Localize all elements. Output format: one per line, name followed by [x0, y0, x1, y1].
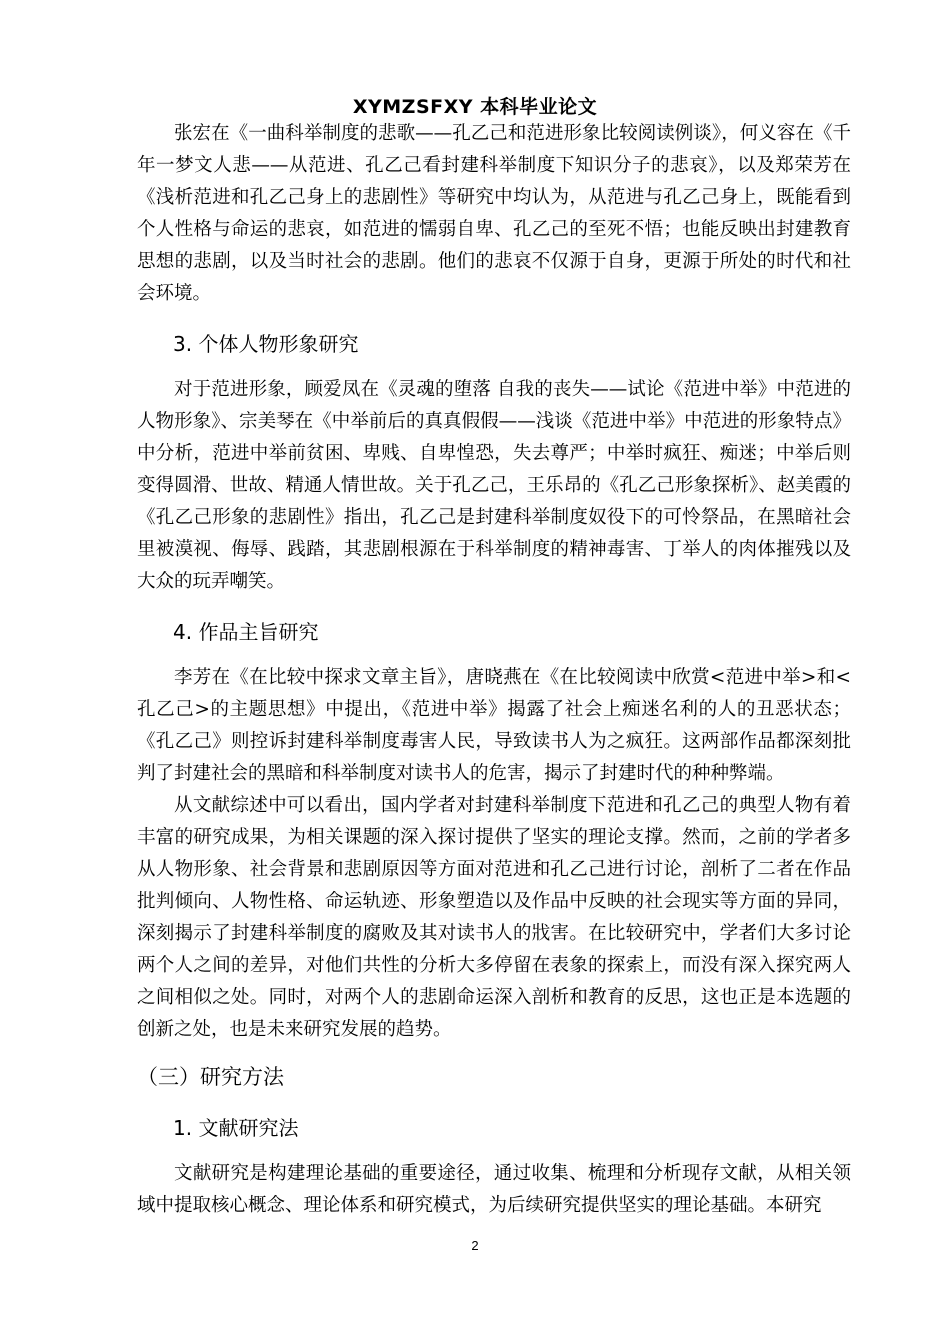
document-body — [137, 118, 851, 1222]
heading-4-theme-study: 4. 作品主旨研究 — [173, 620, 319, 644]
heading-1-literature-method: 1. 文献研究法 — [173, 1116, 299, 1140]
heading-research-methods: （三）研究方法 — [137, 1065, 284, 1089]
paragraph-2: 对于范进形象，顾爱凤在《灵魂的堕落 自我的丧失——试论《范进中举》中范进的人物形象》、宗美琴在《中举前后的真真假假——浅谈《范进中举》中范进的形象特点》中分析，范进中举前贫困、卑贱、自卑惶恐，失去尊严；中举时疯狂、痴迷；中举后则变得圆滑、世故、精通人情世故。关于孔乙己，王乐昂的《孔乙己形象探析》、赵美霞的《孔乙己形象的悲剧性》指出，孔乙己是封建科举制度奴役下的可怜祭品，在黑暗社会里被漠视、侮辱、践踏，其悲剧根源在于科举制度的精神毒害、丁举人的肉体摧残以及大众的玩弄嘲笑。 — [137, 379, 851, 592]
paragraph-5: 文献研究是构建理论基础的重要途径，通过收集、梳理和分析现存文献，从相关领域中提取核心概念、理论体系和研究模式，为后续研究提供坚实的理论基础。本研究 — [137, 1163, 851, 1216]
paragraph-4: 从文献综述中可以看出，国内学者对封建科举制度下范进和孔乙己的典型人物有着丰富的研究成果，为相关课题的深入探讨提供了坚实的理论支撑。然而，之前的学者多从人物形象、社会背景和悲剧原因等方面对范进和孔乙己进行讨论，剖析了二者在作品批判倾向、人物性格、命运轨迹、形象塑造以及作品中反映的社会现实等方面的异同，深刻揭示了封建科举制度的腐败及其对读书人的戕害。在比较研究中，学者们大多讨论两个人之间的差异，对他们共性的分析大多停留在表象的探索上，而没有深入探究两人之间相似之处。同时，对两个人的悲剧命运深入剖析和教育的反思，这也正是本选题的创新之处，也是未来研究发展的趋势。 — [137, 795, 851, 1040]
paragraph-1: 张宏在《一曲科举制度的悲歌——孔乙己和范进形象比较阅读例谈》，何义容在《千年一梦文人悲——从范进、孔乙己看封建科举制度下知识分子的悲哀》，以及郑荣芳在《浅析范进和孔乙己身上的悲剧性》等研究中均认为，从范进与孔乙己身上，既能看到个人性格与命运的悲哀，如范进的懦弱自卑、孔乙己的至死不悟；也能反映出封建教育思想的悲剧，以及当时社会的悲剧。他们的悲哀不仅源于自身，更源于所处的时代和社会环境。 — [137, 123, 851, 304]
page-number: 2 — [471, 1238, 479, 1253]
heading-3-individual-character-study: 3. 个体人物形象研究 — [173, 332, 359, 356]
paragraph-3: 李芳在《在比较中探求文章主旨》，唐晓燕在《在比较阅读中欣赏<范进中举>和<孔乙己>的主题思想》中提出，《范进中举》揭露了社会上痴迷名利的人的丑恶状态；《孔乙己》则控诉封建科举制度毒害人民，导致读书人为之疯狂。这两部作品都深刻批判了封建社会的黑暗和科举制度对读书人的危害，揭示了封建时代的种种弊端。 — [137, 667, 851, 784]
page-header-title: XYMZSFXY 本科毕业论文 — [352, 96, 598, 118]
